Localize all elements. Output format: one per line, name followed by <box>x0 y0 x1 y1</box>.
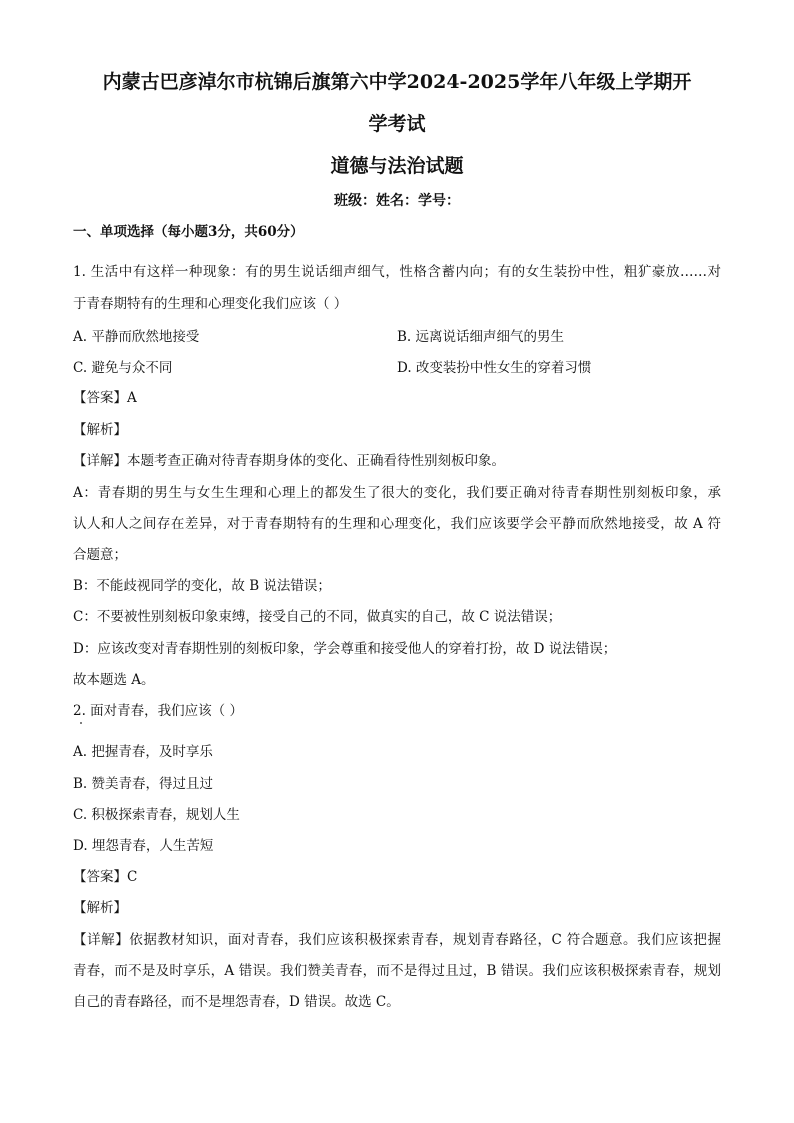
q1-option-a-explanation-line3: 合题意； <box>73 547 127 563</box>
q1-answer: 【答案】A <box>73 390 137 406</box>
q2-detail-line2: 青春，而不是及时享乐，A 错误。我们赞美青春，而不是得过且过，B 错误。我们应该积极探索青春，规划 <box>73 963 721 979</box>
q2-detail-line1: 【详解】依据教材知识，面对青春，我们应该积极探索青春，规划青春路径，C 符合题意。我们应该把握 <box>73 932 721 948</box>
q1-stem-line1: 1. 生活中有这样一种现象：有的男生说话细声细气，性格含蓄内向；有的女生装扮中性，粗犷豪放……对 <box>73 264 721 280</box>
q1-conclusion: 故本题选 A。 <box>73 672 155 688</box>
student-info-line: 班级：姓名：学号： <box>334 193 460 209</box>
q2-option-c: C. 积极探索青春，规划人生 <box>73 807 240 823</box>
exam-subject-title: 道德与法治试题 <box>330 155 464 177</box>
exam-title-line2: 学考试 <box>368 113 426 135</box>
q1-option-a-explanation-line2: 认人和人之间存在差异，对于青春期特有的生理和心理变化，我们应该要学会平静而欣然地接受，故 A 符 <box>73 516 721 532</box>
q1-analysis-label: 【解析】 <box>73 422 127 438</box>
q1-detail: 【详解】本题考查正确对待青春期身体的变化、正确看待性别刻板印象。 <box>73 453 505 469</box>
q1-option-a: A. 平静而欣然地接受 <box>73 329 200 345</box>
q2-stem: 2. 面对青春，我们应该（ ） <box>73 703 243 719</box>
q1-option-c: C. 避免与众不同 <box>73 360 173 376</box>
stray-mark <box>80 722 82 724</box>
q1-option-d: D. 改变装扮中性女生的穿着习惯 <box>397 360 592 376</box>
exam-title-line1: 内蒙古巴彦淖尔市杭锦后旗第六中学2024-2025学年八年级上学期开 <box>102 71 692 93</box>
q1-option-c-explanation: C：不要被性别刻板印象束缚，接受自己的不同，做真实的自己，故 C 说法错误； <box>73 609 562 625</box>
q2-answer: 【答案】C <box>73 869 138 885</box>
section-heading: 一、单项选择（每小题3分，共60分） <box>73 224 304 240</box>
q2-option-b: B. 赞美青春，得过且过 <box>73 776 214 792</box>
q1-option-b: B. 远离说话细声细气的男生 <box>397 329 565 345</box>
q1-option-a-explanation-line1: A：青春期的男生与女生生理和心理上的都发生了很大的变化，我们要正确对待青春期性别刻板印象，承 <box>73 485 721 501</box>
q1-stem-line2: 于青春期特有的生理和心理变化我们应该（ ） <box>73 296 348 312</box>
q2-analysis-label: 【解析】 <box>73 900 127 916</box>
q2-detail-line3: 自己的青春路径，而不是埋怨青春，D 错误。故选 C。 <box>73 994 400 1010</box>
q1-option-d-explanation: D：应该改变对青春期性别的刻板印象，学会尊重和接受他人的穿着打扮，故 D 说法错误； <box>73 641 617 657</box>
q2-option-d: D. 埋怨青春，人生苦短 <box>73 838 214 854</box>
q2-option-a: A. 把握青春，及时享乐 <box>73 744 213 760</box>
q1-option-b-explanation: B：不能歧视同学的变化，故 B 说法错误； <box>73 578 331 594</box>
